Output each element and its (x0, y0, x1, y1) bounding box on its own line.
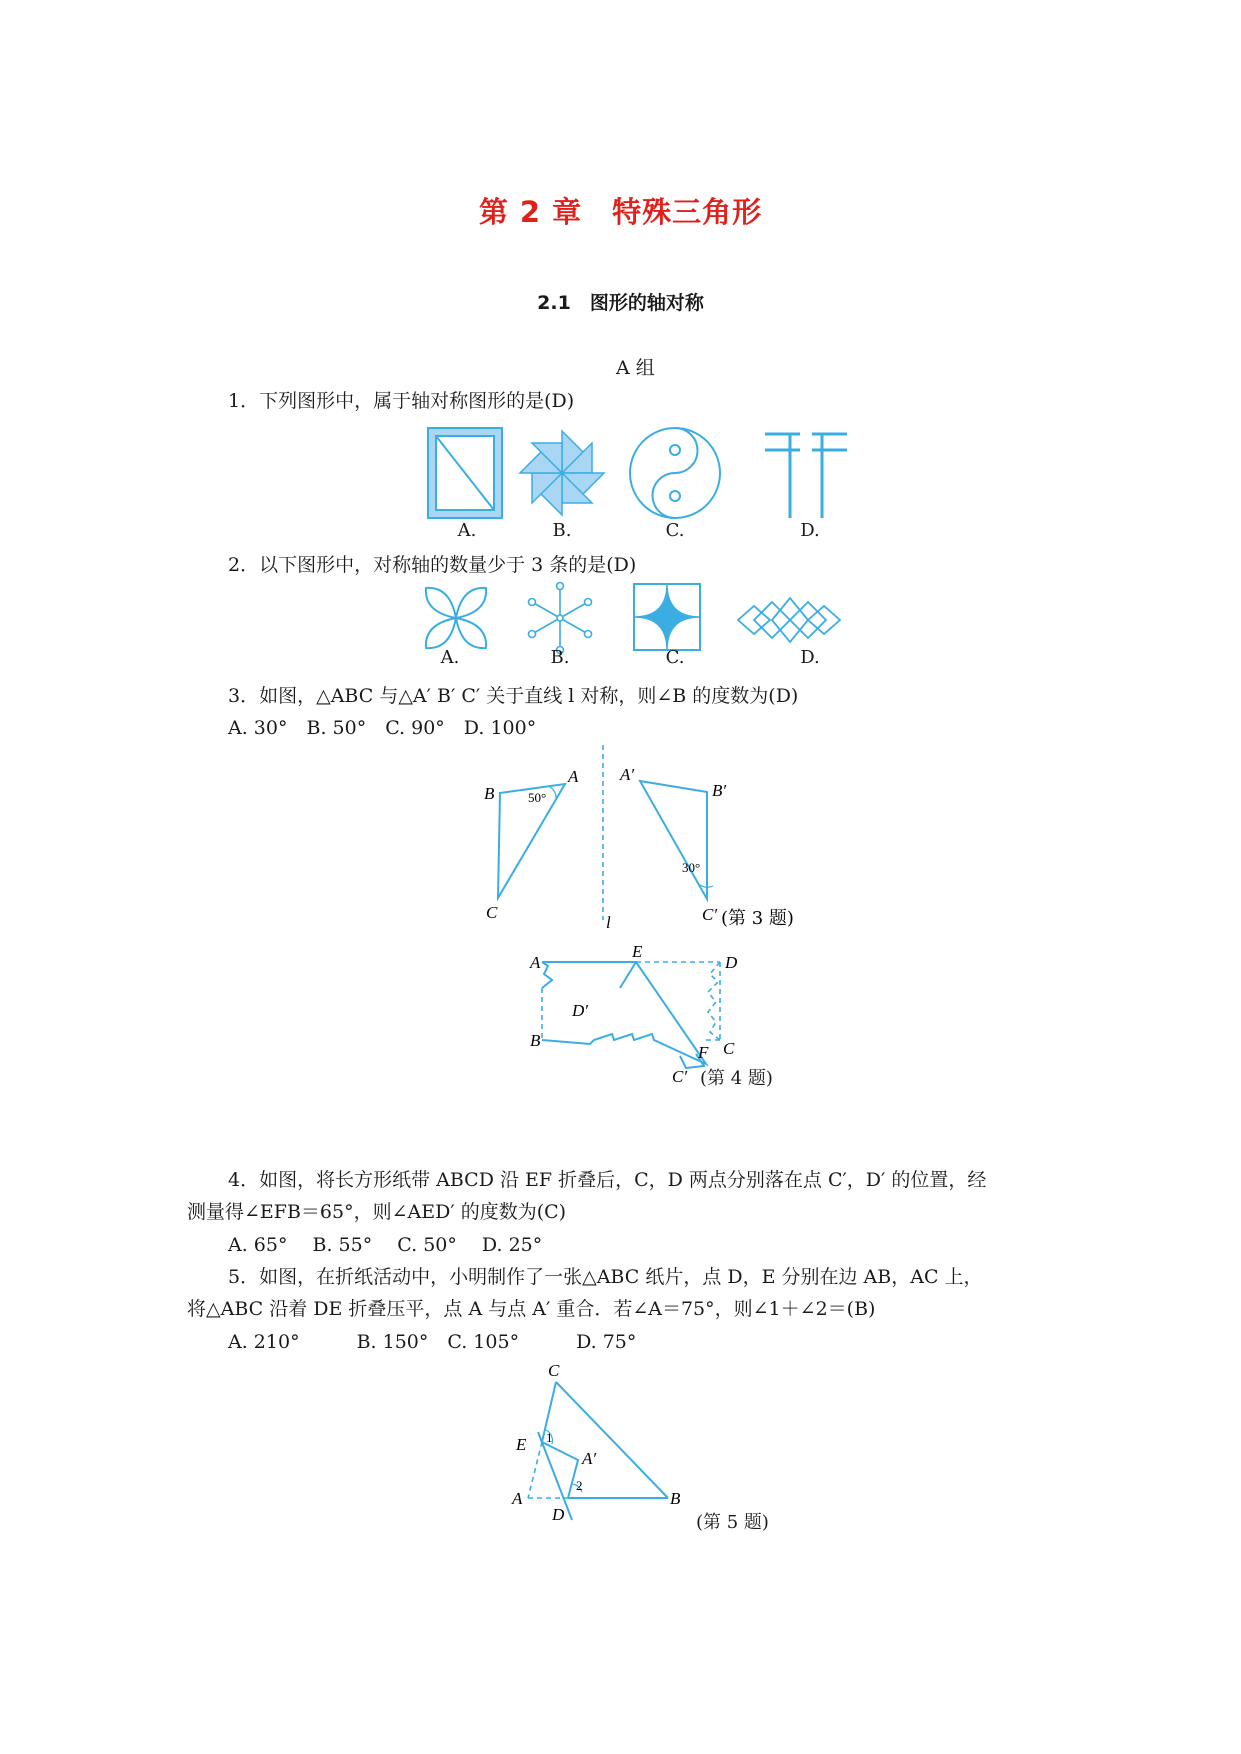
q4-label-d: D (725, 953, 738, 972)
question-5-text-line2: 将△ABC 沿着 DE 折叠压平，点 A 与点 A′ 重合．若∠A＝75°，则∠1＋∠2＝(B) (187, 1298, 876, 1320)
question-1-text: 1．下列图形中，属于轴对称图形的是(D) (228, 390, 575, 412)
q3-angle-c1: 30° (682, 860, 701, 875)
q1-figure-a (428, 428, 502, 518)
q2-figure-a (426, 588, 486, 648)
q4-caption: (第 4 题) (700, 1068, 773, 1089)
q3-label-a: A (568, 767, 579, 786)
question-3-choices: A. 30° B. 50° C. 90° D. 100° (228, 717, 537, 739)
q4-label-c1: C′ (672, 1067, 688, 1084)
q2-option-c: C. (665, 647, 685, 668)
q3-label-c: C (486, 903, 498, 922)
q2-figures (420, 582, 860, 657)
q4-label-a: A (530, 953, 541, 972)
question-4-text-line2: 测量得∠EFB＝65°，则∠AED′ 的度数为(C) (187, 1201, 567, 1223)
q3-caption: (第 3 题) (721, 908, 794, 929)
q4-label-b: B (530, 1031, 541, 1050)
q2-option-d: D. (800, 647, 820, 668)
q4-label-f: F (698, 1043, 709, 1062)
question-4-text-line1: 4．如图，将长方形纸带 ABCD 沿 EF 折叠后，C，D 两点分别落在点 C′，D′ 的位置，经 (228, 1169, 987, 1191)
question-5-choices: A. 210° B. 150° C. 105° D. 75° (228, 1331, 637, 1353)
q1-option-c: C. (665, 520, 685, 541)
q3-label-b: B (484, 784, 495, 803)
question-5-text-line1: 5．如图，在折纸活动中，小明制作了一张△ABC 纸片，点 D，E 分别在边 AB，AC 上， (228, 1266, 983, 1288)
q1-option-d: D. (800, 520, 820, 541)
q1-figure-d (765, 434, 847, 518)
q5-angle-2: 2 (576, 1478, 583, 1493)
q1-figure-b (520, 431, 604, 515)
q4-label-c: C (723, 1039, 735, 1058)
q4-figure (520, 944, 820, 1084)
q2-figure-c (634, 584, 700, 650)
q2-option-a: A. (440, 647, 460, 668)
q1-option-a: A. (457, 520, 477, 541)
question-4-choices: A. 65° B. 55° C. 50° D. 25° (228, 1234, 543, 1256)
q1-figure-c (630, 428, 720, 518)
q2-figure-b (529, 583, 592, 654)
q3-label-a1: A′ (620, 765, 635, 784)
chapter-title: 第 2 章 特殊三角形 (478, 195, 763, 229)
q3-angle-a: 50° (528, 790, 547, 805)
question-2-text: 2．以下图形中，对称轴的数量少于 3 条的是(D) (228, 554, 637, 576)
q2-figure-d (738, 598, 840, 642)
section-title: 2.1 图形的轴对称 (537, 292, 704, 314)
q5-angle-1: 1 (546, 1430, 553, 1445)
q5-label-d: D (552, 1505, 565, 1524)
q3-figure (470, 740, 810, 930)
q4-label-d1: D′ (572, 1001, 588, 1020)
q5-label-a1: A′ (582, 1449, 597, 1468)
q2-option-b: B. (550, 647, 570, 668)
q5-label-e: E (516, 1435, 527, 1454)
q5-label-b: B (670, 1489, 681, 1508)
group-label: A 组 (616, 357, 655, 379)
q1-option-b: B. (552, 520, 572, 541)
q3-label-c1: C′ (702, 905, 718, 924)
question-3-text: 3．如图，△ABC 与△A′ B′ C′ 关于直线 l 对称，则∠B 的度数为(D) (228, 685, 799, 707)
q5-caption: (第 5 题) (696, 1512, 769, 1533)
q5-label-a: A (512, 1489, 523, 1508)
q5-label-c: C (548, 1361, 560, 1380)
q3-label-l: l (606, 913, 611, 930)
q3-label-b1: B′ (712, 781, 727, 800)
q4-label-e: E (632, 944, 643, 961)
